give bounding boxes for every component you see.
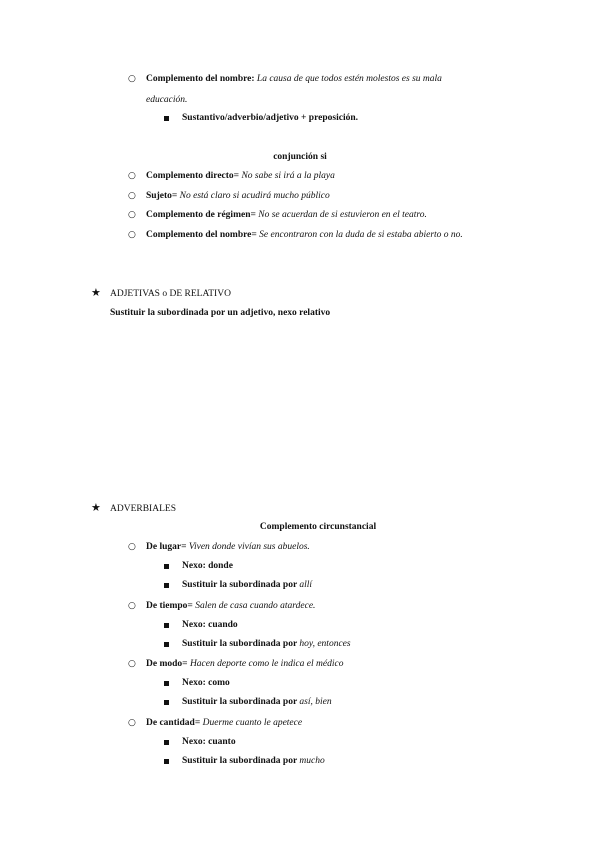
square-bullet-icon — [164, 759, 169, 764]
circle-bullet-icon: ○ — [128, 210, 136, 220]
square-bullet-icon — [164, 700, 169, 705]
star-bullet-icon: ★ — [91, 286, 101, 299]
list-item: De lugar= Viven donde vivían sus abuelos. — [146, 542, 310, 552]
square-bullet-icon — [164, 740, 169, 745]
item-example: La causa de que todos estén molestos es su mala — [256, 74, 442, 84]
item-example-continued: educación. — [146, 95, 188, 105]
square-bullet-icon — [164, 116, 169, 121]
star-bullet-icon: ★ — [91, 501, 101, 514]
circle-bullet-icon: ○ — [128, 191, 136, 201]
sub-list-item: Sustituir la subordinada por así, bien — [182, 697, 332, 707]
circle-bullet-icon: ○ — [128, 74, 136, 84]
circle-bullet-icon: ○ — [128, 542, 136, 552]
section-title: ADVERBIALES — [110, 504, 176, 514]
square-bullet-icon — [164, 564, 169, 569]
sub-list-item: Sustituir la subordinada por hoy, entonces — [182, 639, 351, 649]
list-item: De tiempo= Salen de casa cuando atardece. — [146, 601, 316, 611]
square-bullet-icon — [164, 583, 169, 588]
item-label: Complemento del nombre: — [146, 74, 255, 84]
list-item: De cantidad= Duerme cuanto le apetece — [146, 718, 303, 728]
sub-list-item: Sustituir la subordinada por allí — [182, 580, 313, 590]
circle-bullet-icon: ○ — [128, 659, 136, 669]
circle-bullet-icon: ○ — [128, 230, 136, 240]
square-bullet-icon — [164, 642, 169, 647]
circle-bullet-icon: ○ — [128, 601, 136, 611]
list-item: Complemento del nombre= Se encontraron con la duda de si estaba abierto o no. — [146, 230, 463, 240]
circle-bullet-icon: ○ — [128, 171, 136, 181]
square-bullet-icon — [164, 681, 169, 686]
circle-bullet-icon: ○ — [128, 718, 136, 728]
list-item: Complemento de régimen= No se acuerdan de si estuvieron en el teatro. — [146, 210, 427, 220]
sub-list-item: Nexo: cuando — [182, 620, 238, 630]
sub-list-item: Sustantivo/adverbio/adjetivo + preposición. — [182, 113, 358, 123]
sub-list-item: Nexo: donde — [182, 561, 233, 571]
list-item: Complemento directo= No sabe si irá a la playa — [146, 171, 335, 181]
section-description: Sustituir la subordinada por un adjetivo, nexo relativo — [110, 308, 331, 318]
sub-list-item: Sustituir la subordinada por mucho — [182, 756, 325, 766]
sub-list-item: Nexo: como — [182, 678, 230, 688]
square-bullet-icon — [164, 623, 169, 628]
section-heading: Complemento circunstancial — [259, 522, 377, 532]
section-heading: conjunción si — [273, 152, 327, 162]
list-item: Sujeto= No está claro si acudirá mucho público — [146, 191, 330, 201]
sub-list-item: Nexo: cuanto — [182, 737, 236, 747]
list-item — [146, 73, 442, 85]
section-title: ADJETIVAS o DE RELATIVO — [110, 289, 231, 299]
list-item: De modo= Hacen deporte como le indica el médico — [146, 659, 344, 669]
